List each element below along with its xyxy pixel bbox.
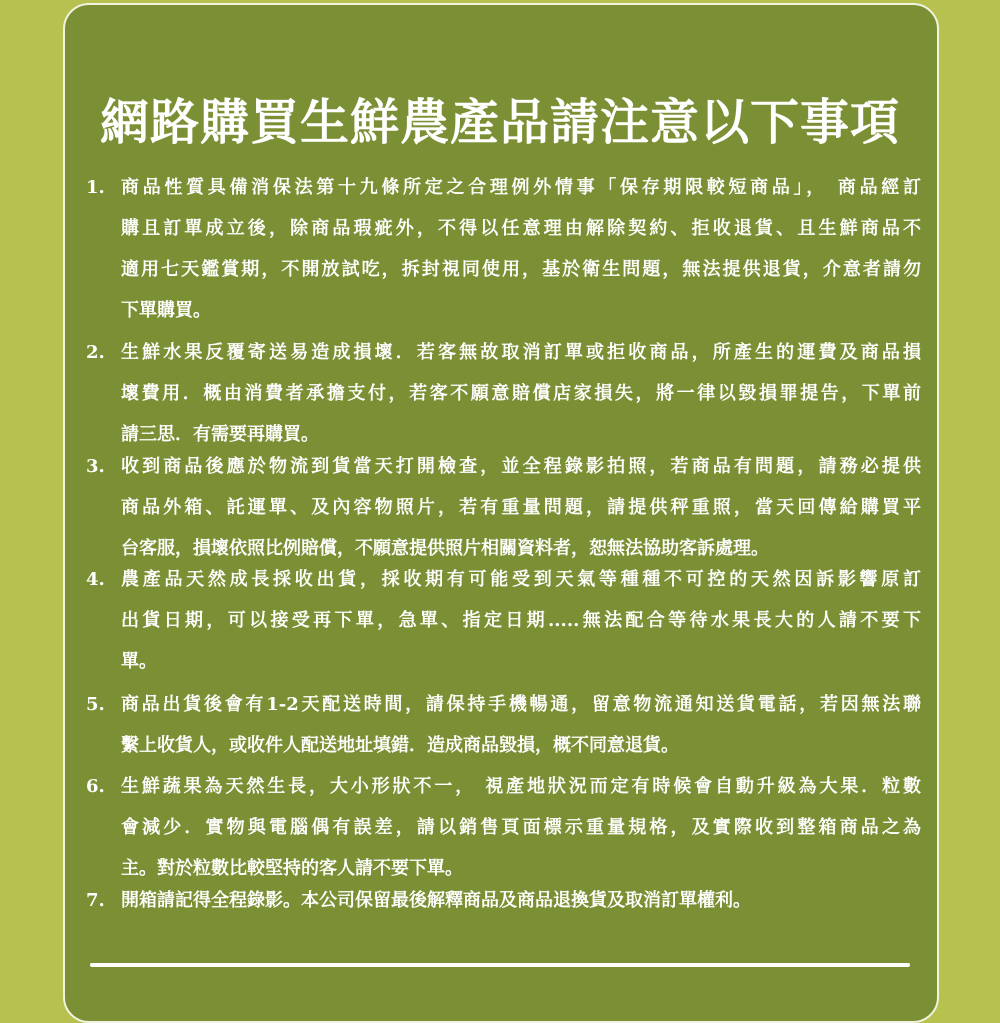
notice-item-line: 台客服，損壞依照比例賠償，不願意提供照片相關資料者，恕無法協助客訴處理。: [121, 538, 769, 559]
notice-item-line: 生鮮蔬果為天然生長，大小形狀不一， 視產地狀況而定有時候會自動升級為大果．粒數: [121, 776, 921, 797]
notice-item-line: 會減少．實物與電腦偶有誤差，請以銷售頁面標示重量規格，及實際收到整箱商品之為: [121, 817, 921, 838]
notice-item-number: 6.: [86, 776, 105, 797]
notice-item-line: 主。對於粒數比較堅持的客人請不要下單。: [121, 858, 463, 879]
notice-item-line: 單。: [121, 651, 157, 672]
notice-item-line: 下單購買。: [121, 300, 211, 321]
notice-item-line: 商品出貨後會有1-2天配送時間，請保持手機暢通，留意物流通知送貨電話，若因無法聯: [121, 694, 921, 715]
notice-item-number: 5.: [86, 694, 105, 715]
notice-item-line: 購且訂單成立後，除商品瑕疵外，不得以任意理由解除契約、拒收退貨、且生鮮商品不: [121, 218, 921, 239]
notice-item-number: 3.: [86, 456, 105, 477]
notice-item-line: 繫上收貨人，或收件人配送地址填錯．造成商品毀損，概不同意退貨。: [121, 735, 679, 756]
notice-item-line: 商品性質具備消保法第十九條所定之合理例外情事「保存期限較短商品」， 商品經訂: [121, 177, 921, 198]
notice-item-number: 4.: [86, 569, 105, 590]
notice-item-number: 7.: [86, 890, 105, 911]
notice-item-line: 農產品天然成長採收出貨，採收期有可能受到天氣等種種不可控的天然因訴影響原訂: [121, 569, 921, 590]
notice-item-line: 請三思．有需要再購買。: [121, 424, 319, 445]
bottom-divider: [90, 963, 910, 967]
notice-item-line: 商品外箱、託運單、及內容物照片，若有重量問題，請提供秤重照，當天回傳給購買平: [121, 497, 921, 518]
notice-item-line: 開箱請記得全程錄影。本公司保留最後解釋商品及商品退換貨及取消訂單權利。: [121, 890, 751, 911]
notice-item-line: 壞費用．概由消費者承擔支付，若客不願意賠償店家損失，將一律以毀損罪提告，下單前: [121, 383, 921, 404]
notice-item-line: 生鮮水果反覆寄送易造成損壞．若客無故取消訂單或拒收商品，所產生的運費及商品損: [121, 342, 921, 363]
notice-item-line: 適用七天鑑賞期，不開放試吃，拆封視同使用，基於衛生問題，無法提供退貨，介意者請勿: [121, 259, 921, 280]
page-title: 網路購買生鮮農產品請注意以下事項: [99, 93, 900, 151]
notice-item-line: 出貨日期，可以接受再下單，急單、指定日期.....無法配合等待水果長大的人請不要下: [121, 610, 921, 631]
notice-item-number: 2.: [86, 342, 105, 363]
notice-item-number: 1.: [86, 177, 105, 198]
notice-item-line: 收到商品後應於物流到貨當天打開檢查，並全程錄影拍照，若商品有問題，請務必提供: [121, 456, 921, 477]
